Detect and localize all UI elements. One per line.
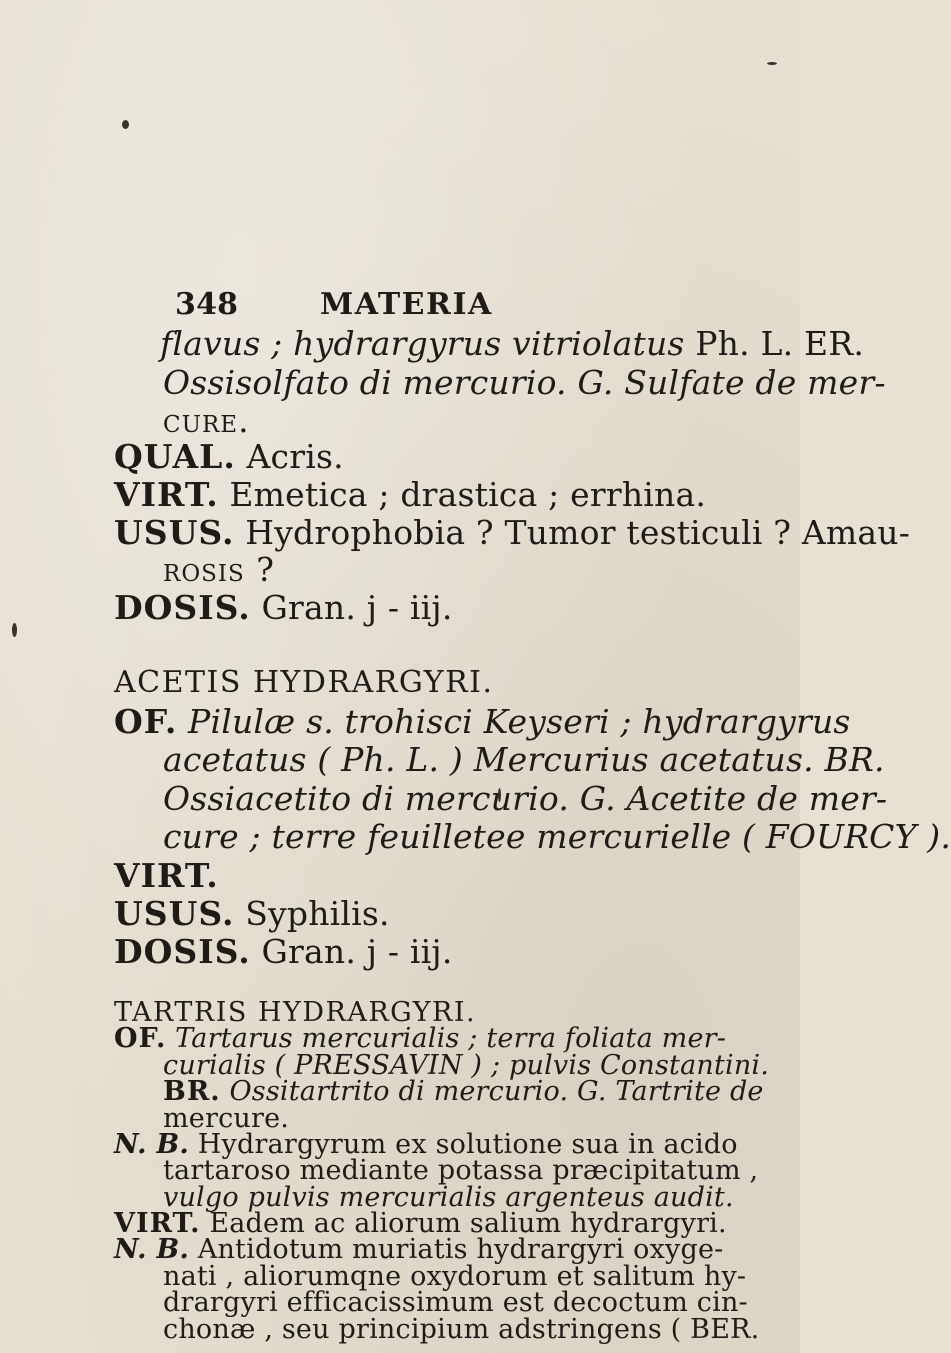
text-line: VIRT. Eadem ac aliorum salium hydrargyri.: [114, 1208, 727, 1240]
text-line: BR. Ossitartrito di mercurio. G. Tartrite de: [163, 1076, 764, 1108]
text-line: tartaroso mediante potassa præcipitatum ,: [163, 1155, 759, 1187]
text-line: VIRT. Emetica ; drastica ; errhina.: [114, 475, 707, 514]
text-line: nati , aliorumqne oxydorum et salitum hy-: [163, 1260, 747, 1292]
text-line: mercure.: [163, 1102, 290, 1134]
running-title: MATERIA: [320, 287, 493, 322]
text-line: curialis ( PRESSAVIN ) ; pulvis Constantini.: [163, 1049, 770, 1081]
text-line: flavus ; hydrargyrus vitriolatus Ph. L. ER.: [160, 324, 865, 363]
text-line: OF. Pilulæ s. trohisci Keyseri ; hydrargyrus: [114, 702, 851, 741]
text-line: VIRT.: [114, 856, 219, 895]
text-line: cure.: [163, 401, 250, 440]
text-line: acetatus ( Ph. L. ) Mercurius acetatus. BR.: [163, 740, 885, 779]
page-number: 348: [175, 287, 239, 322]
ink-speck: [122, 120, 129, 129]
text-line: OF. Tartarus mercurialis ; terra foliata mer-: [114, 1023, 727, 1055]
ink-speck: [12, 623, 17, 637]
text-line: DOSIS. Gran. j - iij.: [114, 588, 453, 627]
text-line: N. B. Hydrargyrum ex solutione sua in acido: [114, 1128, 738, 1160]
text-line: USUS. Hydrophobia ? Tumor testiculi ? Amau-: [114, 513, 911, 552]
text-line: N. B. Antidotum muriatis hydrargyri oxyge-: [114, 1234, 724, 1266]
text-line: drargyri efficacissimum est decoctum cin-: [163, 1287, 748, 1319]
entry-title: TARTRIS HYDRARGYRI.: [114, 997, 477, 1028]
text-line: rosis ?: [163, 550, 275, 589]
ink-speck: [767, 62, 777, 65]
text-line: cure ; terre feuilletee mercurielle ( FOURCY ).: [163, 817, 951, 856]
text-line: Ossisolfato di mercurio. G. Sulfate de mer-: [163, 363, 886, 402]
text-line: chonæ , seu principium adstringens ( BER.: [163, 1313, 760, 1345]
text-line: USUS. Syphilis.: [114, 894, 390, 933]
text-line: vulgo pulvis mercurialis argenteus audit.: [163, 1181, 734, 1213]
entry-title: ACETIS HYDRARGYRI.: [114, 665, 494, 700]
text-line: DOSIS. Gran. j - iij.: [114, 932, 453, 971]
text-line: Ossiacetito di mercurio. G. Acetite de mer-: [163, 779, 888, 818]
text-line: QUAL. Acris.: [114, 437, 344, 476]
